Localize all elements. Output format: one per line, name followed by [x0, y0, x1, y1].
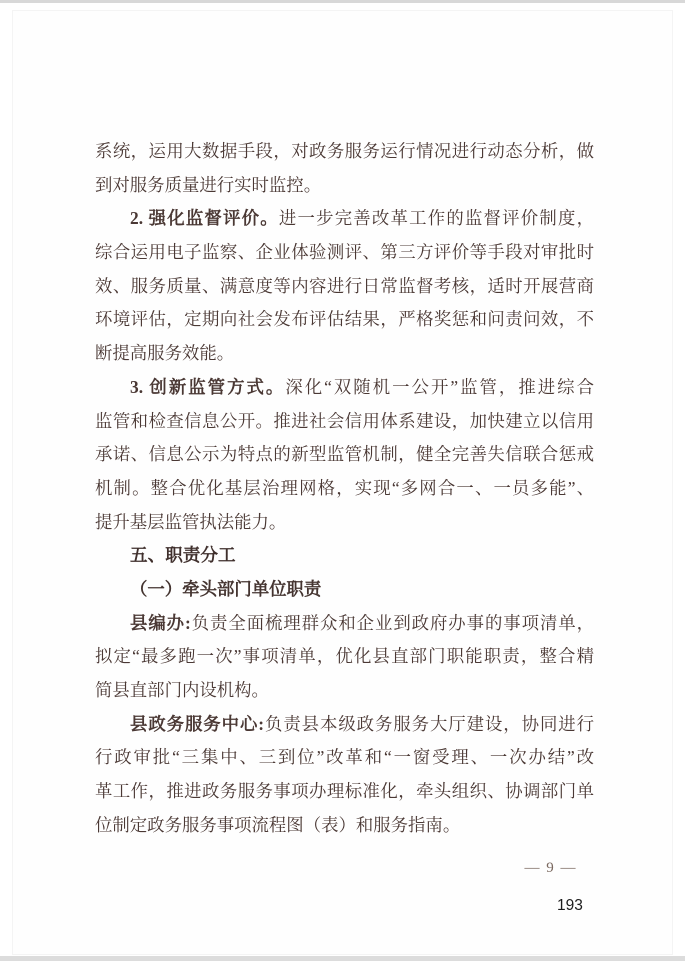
- body-text-line: [95, 202, 594, 236]
- body-text-line: [95, 607, 594, 641]
- body-text-line: 革工作，推进政务服务事项办理标准化，牵头组织、协调部门单: [95, 781, 594, 802]
- line-text: 进一步完善改革工作的监督评价制度，: [278, 208, 594, 229]
- line-text: 负责全面梳理群众和企业到政府办事的事项清单，: [190, 612, 594, 633]
- body-text-line: 提升基层监管执法能力。: [95, 511, 287, 532]
- section-heading: 五、职责分工: [130, 545, 236, 566]
- paragraph-lead: 县政务服务中心:: [130, 713, 265, 734]
- window-top-edge: [0, 0, 685, 3]
- body-text-line: 断提高服务效能。: [95, 343, 235, 364]
- body-text-line: 简县直部门内设机构。: [95, 680, 269, 700]
- page-number: — 9 —: [524, 860, 577, 876]
- line-text: 深化“双随机一公开”监管，推进综合: [285, 376, 594, 397]
- window-bottom-edge: [0, 956, 685, 961]
- text-block: [95, 135, 594, 842]
- body-text-line: 效、服务质量、满意度等内容进行日常监督考核，适时开展营商: [95, 275, 594, 296]
- pdf-page-label: 193: [557, 897, 583, 914]
- body-text-line: [95, 708, 594, 742]
- body-text-line: 到对服务质量进行实时监控。: [95, 174, 322, 195]
- body-text-line: 位制定政务服务事项流程图（表）和服务指南。: [95, 814, 461, 835]
- paragraph-lead: 3. 创新监管方式。: [130, 376, 286, 397]
- line-text: 负责县本级政务服务大厅建设，协同进行: [264, 713, 594, 734]
- body-text-line: 系统，运用大数据手段，对政务服务运行情况进行动态分析，做: [95, 141, 594, 161]
- body-text-line: [95, 371, 594, 405]
- paragraph-lead: 2. 强化监督评价。: [130, 208, 279, 229]
- body-text-line: 机制。整合优化基层治理网格，实现“多网合一、一员多能”、: [95, 477, 594, 498]
- body-text-line: 综合运用电子监察、企业体验测评、第三方评价等手段对审批时: [95, 242, 594, 263]
- body-text-line: 行政审批“三集中、三到位”改革和“一窗受理、一次办结”改: [95, 747, 594, 768]
- body-text-line: 拟定“最多跑一次”事项清单，优化县直部门职能职责，整合精: [95, 646, 594, 667]
- body-text-line: 承诺、信息公示为特点的新型监管机制，健全完善失信联合惩戒: [95, 444, 594, 465]
- subsection-heading: （一）牵头部门单位职责: [130, 578, 322, 599]
- paragraph-lead: 县编办:: [130, 612, 191, 633]
- body-text-line: 环境评估，定期向社会发布评估结果，严格奖惩和问责问效，不: [95, 309, 594, 330]
- body-text-line: 监管和检查信息公开。推进社会信用体系建设，加快建立以信用: [95, 410, 594, 431]
